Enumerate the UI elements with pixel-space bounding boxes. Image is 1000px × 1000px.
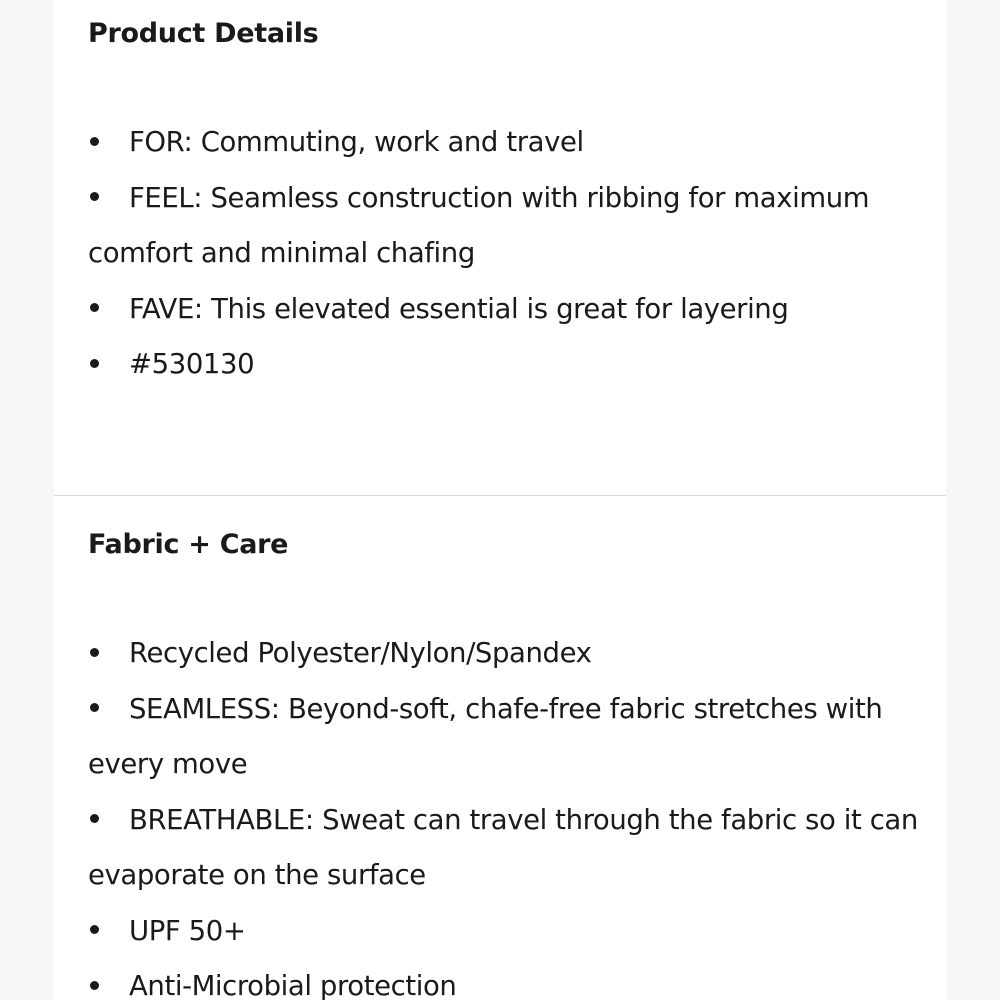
fabric-care-item-text: Recycled Polyester/Nylon/Spandex [129,637,592,669]
fabric-care-item [88,626,918,682]
product-info-panel [54,0,946,1000]
bullet-icon [88,626,129,682]
fabric-care-heading: Fabric + Care [88,529,289,560]
fabric-care-list [88,626,918,1000]
product-details-list [88,115,918,393]
bullet-icon [88,904,129,960]
product-details-item [88,115,918,171]
bullet-icon [88,171,129,227]
product-details-item-text: #530130 [129,348,255,380]
fabric-care-item-text: SEAMLESS: Beyond-soft, chafe-free fabric stretches with every move [88,692,883,780]
bullet-icon [88,682,129,738]
fabric-care-item [88,793,918,904]
bullet-icon [88,337,129,393]
product-details-item-text: FAVE: This elevated essential is great for layering [129,292,789,325]
fabric-care-item-text: Anti-Microbial protection [129,970,457,1000]
bullet-icon [88,282,129,338]
fabric-care-item [88,682,918,793]
fabric-care-item-text: UPF 50+ [129,914,246,947]
product-details-item-text: FOR: Commuting, work and travel [129,126,584,158]
product-details-item [88,282,918,338]
fabric-care-item [88,959,918,1000]
section-divider [54,495,946,496]
bullet-icon [88,115,129,171]
product-details-item [88,337,918,393]
product-details-item-text: FEEL: Seamless construction with ribbing for maximum comfort and minimal chafing [88,181,870,269]
product-details-item [88,171,918,282]
bullet-icon [88,959,129,1000]
fabric-care-item-text: BREATHABLE: Sweat can travel through the fabric so it can evaporate on the surface [88,803,918,891]
fabric-care-item [88,904,918,960]
bullet-icon [88,793,129,849]
product-details-heading: Product Details [88,18,319,49]
